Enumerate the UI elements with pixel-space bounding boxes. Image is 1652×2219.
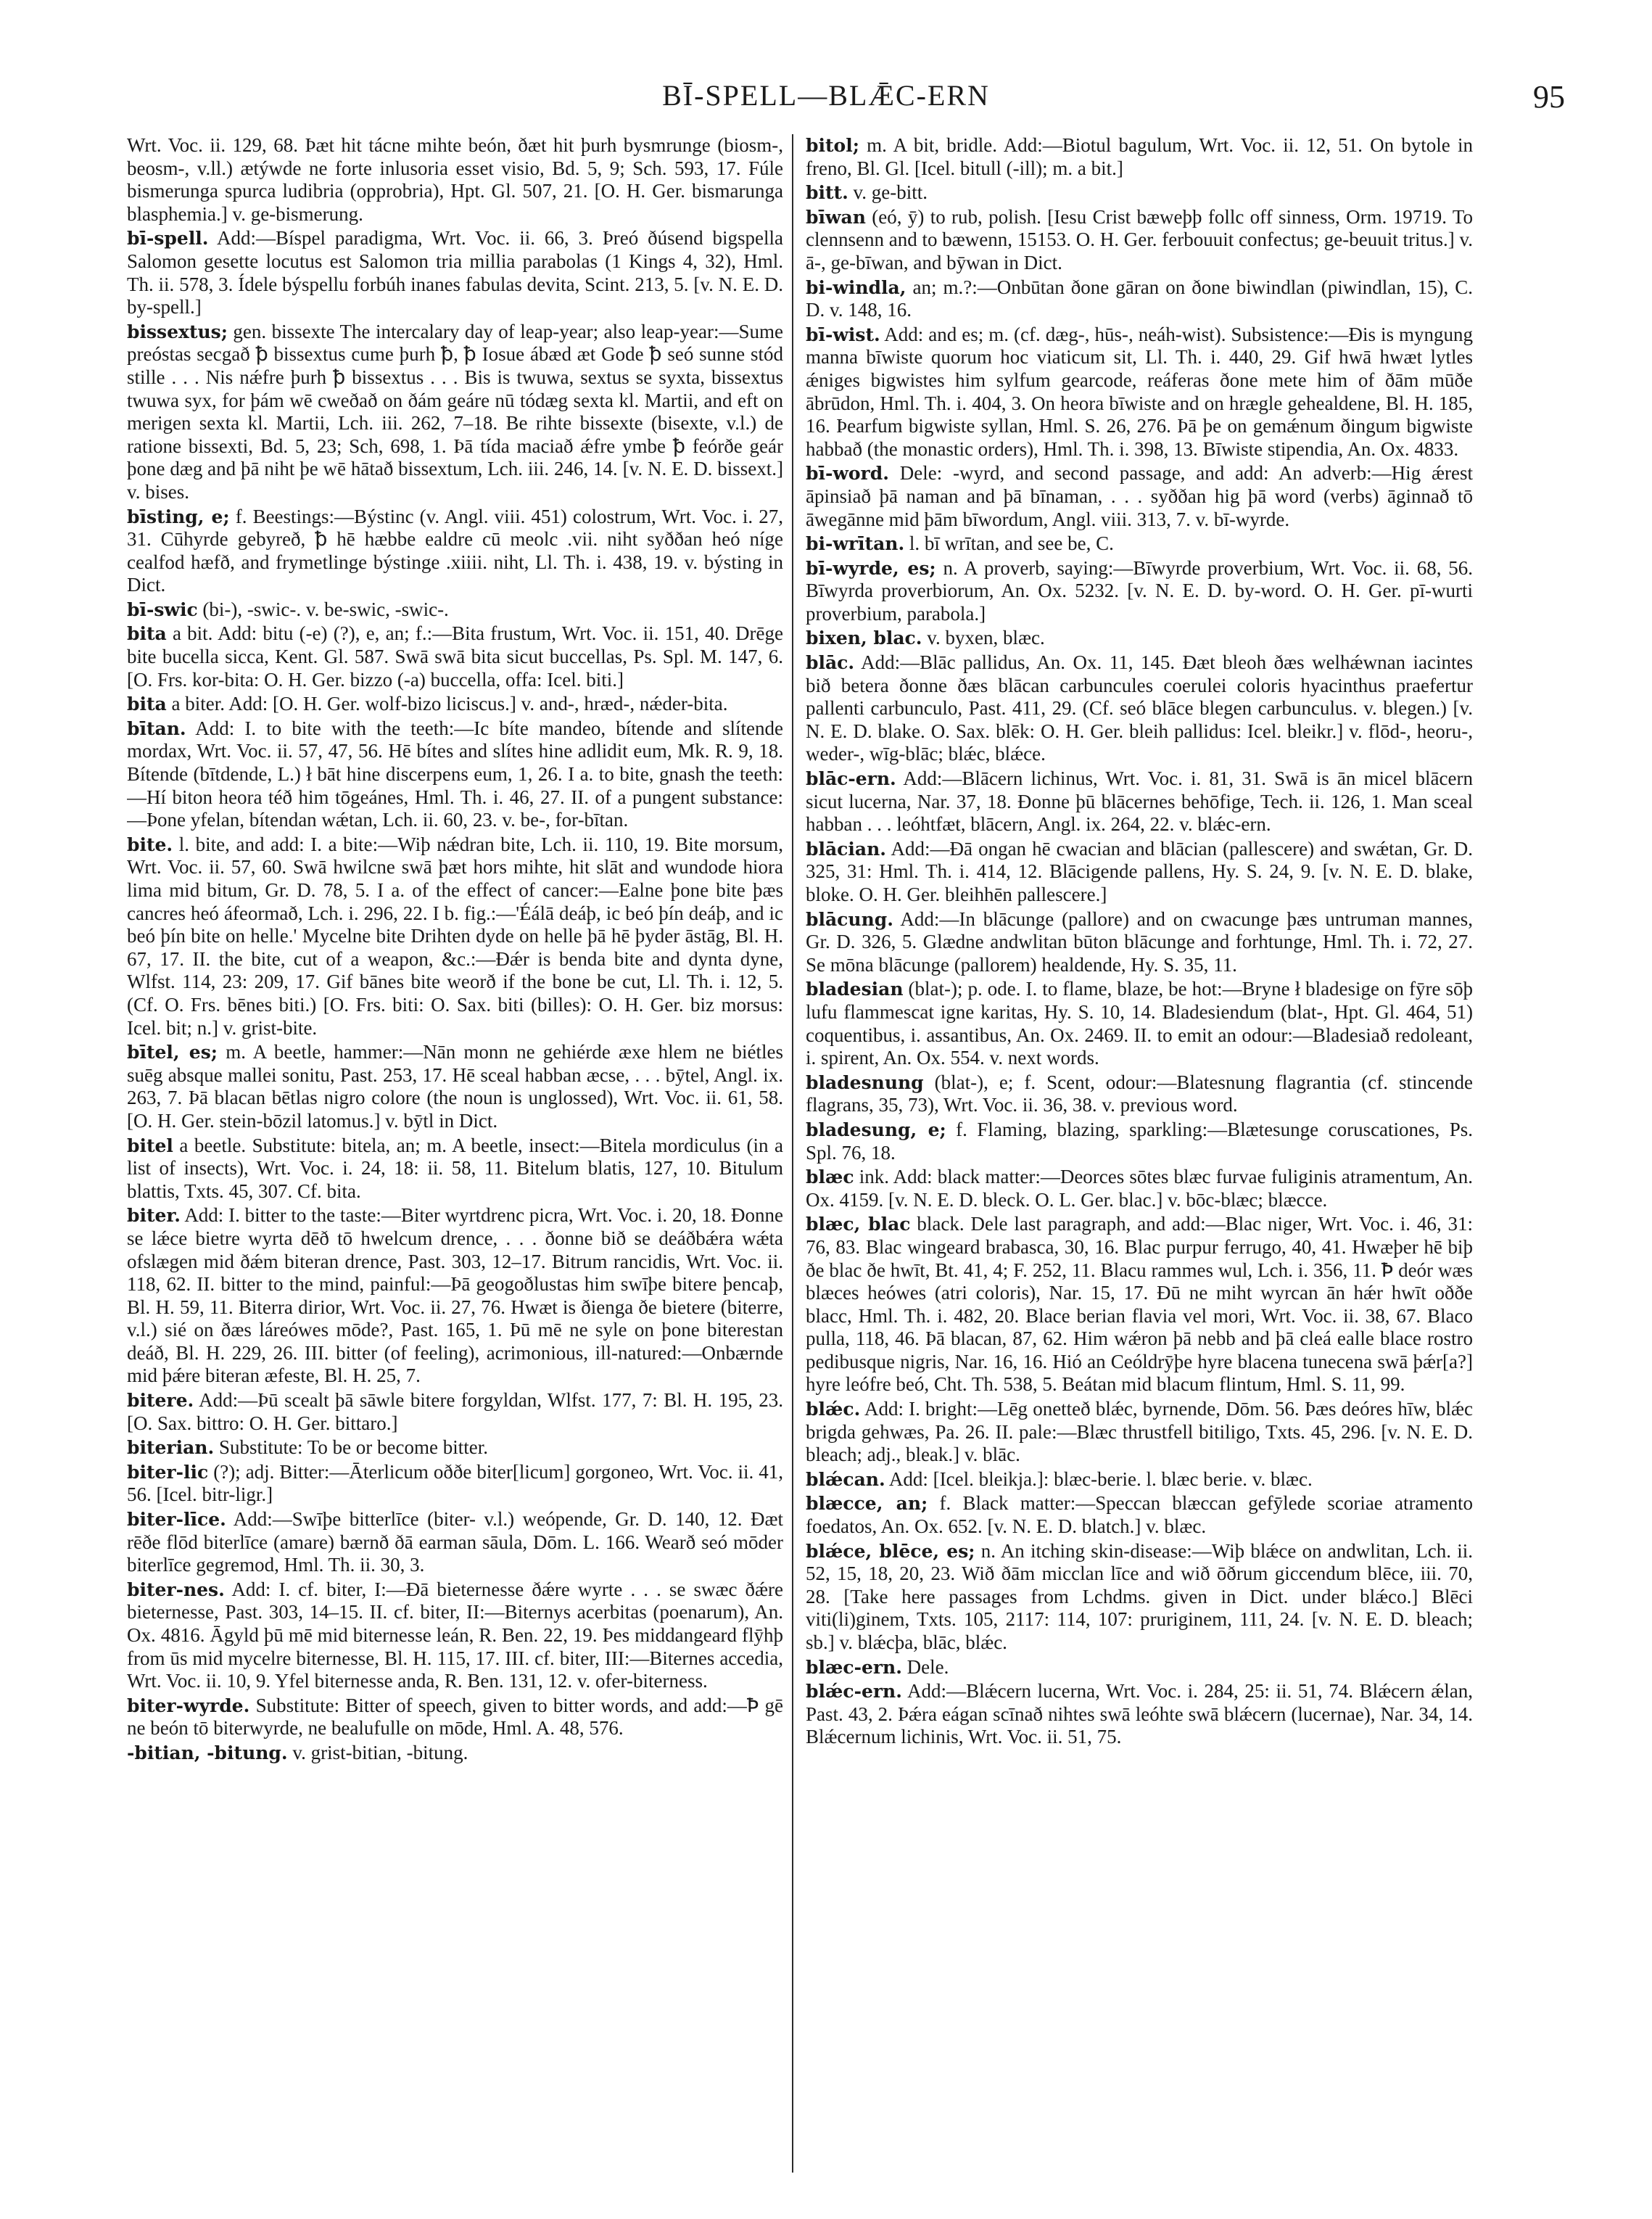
dictionary-entry [806, 838, 1473, 907]
entry-text: n. An itching skin-disease:—Wiþ blǽce on andwlitan, Lch. ii. 52, 15, 18, 20, 23. Wið ðām micclan līce and wið ōðrum giccendum blēce, iii. 70, 28. [Take here passages from Lchdms. given in Dict. under blǽco.] Blēci viti(li)ginem, Txts. 105, 2117: 114, 107: pruriginem, 111, 24. [v. N. E. D. bleach; sb.] v. blǽcþa, blāc, blǽc. [806, 1539, 1473, 1653]
dictionary-entry [806, 1071, 1473, 1117]
left-column [127, 134, 783, 2180]
entry-headword: bīwan [806, 206, 866, 228]
entry-text: v. grist-bitian, -bitung. [292, 1741, 468, 1763]
entry-text: Add:—In blācunge (pallore) and on cwacunge þæs untruman mannes, Gr. D. 326, 5. Glædne andwlitan būton blācunge and forhtunge, Hml. Th. i. 72, 27. Se mōna blācunge (pallorem) healdende, Hy. S. 35, 11. [806, 907, 1473, 976]
entry-headword: -bitian, -bitung. [127, 1742, 288, 1763]
entry-headword: bī-word. [806, 463, 889, 485]
dictionary-entry [806, 462, 1473, 531]
entry-text: (bi-), -swic-. v. be-swic, -swic-. [202, 598, 449, 620]
entry-headword: bladesian [806, 979, 904, 1000]
entry-headword: blǽcan. [806, 1468, 885, 1490]
entry-text: Add:—Swīþe bitterlīce (biter- v.l.) weópende, Gr. D. 140, 12. Ðæt rēðe flōd biterlīce (amare) bærnð ðā earman sāula, Dōm. L. 166. Wearð seó mōder biterlīce gegremod, Hml. Th. ii. 30, 3. [127, 1508, 783, 1576]
dictionary-entry [806, 1166, 1473, 1211]
entry-headword: blǽc-ern. [806, 1681, 902, 1703]
dictionary-entry [806, 1540, 1473, 1655]
entry-text: (?); adj. Bitter:—Āterlicum oððe biter[licum] gorgoneo, Wrt. Voc. ii. 41, 56. [Icel. bitr-ligr.] [127, 1460, 783, 1506]
entry-text: Wrt. Voc. ii. 129, 68. Þæt hit tácne mihte beón, ðæt hit þurh bysmrunge (biosm-, beosm-, v.ll.) ætýwde ne forte inlusoria esset visio, Bd. 5, 9; Sch. 593, 17. Fúle bismerunga spurca ludibria (opprobria), Hpt. Gl. 507, 21. [O. H. Ger. bismarunga blasphemia.] v. ge-bismerung. [127, 134, 783, 225]
entry-text: Dele. [906, 1655, 949, 1678]
entry-text: Add:—Blācern lichinus, Wrt. Voc. i. 81, 31. Swā is ān micel blācern sicut lucerna, Nar. 37, 18. Ðonne þū blācernes behōfige, Tech. ii. 126, 1. Man sceal habban . . . leóhtfæt, blācern, Angl. ix. 264, 22. v. blǽc-ern. [806, 767, 1473, 836]
entry-headword: blāc-ern. [806, 768, 896, 790]
dictionary-entry [806, 978, 1473, 1069]
entry-text: l. bite, and add: I. a bite:—Wiþ nǽdran bite, Lch. ii. 110, 19. Bite morsum, Wrt. Voc. ii. 57, 60. Swā hwilcne swā þæt hors mihte, hit slāt and wundode hiora lima mid bitum, Gr. D. 78, 5. I a. of the effect of cancer:—Ealne þone bite þæs cancres heó áfeormað, Lch. i. 296, 22. I b. fig.:—'Éálā deáþ, ic beó þín deáþ, and ic beó þín bite on helle.' Mycelne bite Drihten dyde on helle þā hē þyder āstāg, Bl. H. 67, 17. II. the bite, cut of a weapon, &c.:—Ðǽr is benda bite and dynta dyne, Wlfst. 114, 23: 209, 17. Gif bānes bite weorð if the bone be cut, Ll. Th. i. 12, 5. (Cf. O. Frs. bēnes biti.) [O. Frs. biti: O. Sax. biti (billes): O. H. Ger. biz morsus: Icel. bit; n.] v. grist-bite. [127, 833, 783, 1039]
entry-headword: bīsting, e; [127, 506, 230, 527]
entry-text: a beetle. Substitute: bitela, an; m. A beetle, insect:—Bitela mordiculus (in a list of insects), Wrt. Voc. i. 24, 18: ii. 58, 11. Bitelum blatis, 127, 10. Bitulum blattis, Txts. 45, 307. Cf. bita. [127, 1134, 783, 1202]
entry-headword: bladesung, e; [806, 1119, 946, 1140]
column-divider [792, 134, 793, 2173]
entry-headword: blācung. [806, 908, 893, 930]
entry-headword: biter. [127, 1205, 181, 1227]
entry-text: (blat-); p. ode. I. to flame, blaze, be hot:—Bryne ł bladesige on fȳre sōþ lufu flammescat igne karitas, Hy. S. 10, 14. Bladesiendum (blat-, Hpt. Gl. 464, 51) coquentibus, i. assantibus, An. Ox. 2469. II. to emit an odour:—Bladesiað redoleant, i. spirent, An. Ox. 554. v. next words. [806, 978, 1473, 1069]
dictionary-entry [127, 1389, 783, 1435]
entry-text: Add: [Icel. bleikja.]: blæc-berie. l. blæc berie. v. blæc. [888, 1467, 1313, 1490]
page-number: 95 [1533, 79, 1565, 115]
entry-text: f. Black matter:—Speccan blæccan gefȳlede scoriae atramento foedatos, An. Ox. 652. [v. N. E. D. blatch.] v. blæc. [806, 1492, 1473, 1538]
dictionary-entry [127, 1041, 783, 1132]
entry-text: Substitute: To be or become bitter. [218, 1436, 488, 1459]
dictionary-entry [127, 1508, 783, 1577]
entry-headword: bī-wyrde, es; [806, 557, 936, 579]
entry-headword: bladesnung [806, 1071, 924, 1093]
dictionary-entry [806, 1680, 1473, 1749]
entry-text: a bit. Add: bitu (-e) (?), e, an; f.:—Bita frustum, Wrt. Voc. ii. 151, 40. Drēge bite bucella sicca, Kent. Gl. 587. Swā swā bita sicut buccellas, Ps. Spl. M. 147, 6. [O. Frs. kor-bita: O. H. Ger. bizzo (-a) buccella, offa: Icel. biti.] [127, 622, 783, 691]
dictionary-entry [806, 1213, 1473, 1396]
dictionary-entry [806, 1398, 1473, 1467]
entry-headword: blācian. [806, 838, 886, 860]
dictionary-entry [806, 1492, 1473, 1538]
entry-text: ink. Add: black matter:—Deorces sōtes blæc furvae fuliginis atramentum, An. Ox. 4159. [v. N. E. D. bleck. O. L. Ger. blac.] v. bōc-blæc; blæcce. [806, 1166, 1473, 1211]
dictionary-entry [127, 622, 783, 691]
entry-text: Add:—Ðā ongan hē cwacian and blācian (pallescere) and swǽtan, Gr. D. 325, 31: Hml. Th. i. 414, 12. Blācigende pallens, Hy. S. 24, 9. [v. N. E. D. blake, bloke. O. H. Ger. bleihhēn pallescere.] [806, 837, 1473, 905]
entry-headword: blæcce, an; [806, 1493, 928, 1515]
entry-text: n. A proverb, saying:—Bīwyrde proverbium, Wrt. Voc. ii. 68, 56. Bīwyrda proverbiorum, An. Ox. 5232. [v. N. E. D. by-word. O. H. Ger. pī-wurti proverbium, parabola.] [806, 556, 1473, 625]
entry-headword: bissextus; [127, 321, 228, 342]
dictionary-entry [806, 324, 1473, 461]
dictionary-entry [127, 227, 783, 318]
dictionary-entry [806, 557, 1473, 626]
entry-text: Add:—Þū scealt þā sāwle bitere forgyldan, Wlfst. 177, 7: Bl. H. 195, 23. [O. Sax. bittro: O. H. Ger. bittaro.] [127, 1389, 783, 1434]
entry-text: v. ge-bitt. [853, 181, 928, 204]
dictionary-entry [806, 134, 1473, 180]
dictionary-entry [127, 1204, 783, 1388]
dictionary-entry [806, 181, 1473, 205]
dictionary-entry [806, 206, 1473, 275]
dictionary-entry [127, 833, 783, 1039]
dictionary-entry [127, 693, 783, 716]
entry-headword: biterian. [127, 1437, 215, 1459]
dictionary-entry [127, 1436, 783, 1460]
entry-text: m. A beetle, hammer:—Nān monn ne gehiérde æxe hlem ne biétles suēg absque mallei sonitu, Past. 253, 17. Hē sceal habban æcse, . . . bȳtel, Angl. ix. 263, 7. Þā blacan bētlas nigro colore (the noun is unglossed), Wrt. Voc. ii. 61, 58. [O. H. Ger. stein-bōzil latomus.] v. bȳtl in Dict. [127, 1041, 783, 1132]
entry-text: f. Beestings:—Býstinc (v. Angl. viii. 451) colostrum, Wrt. Voc. i. 27, 31. Cūhyrde gebyreð, ꝥ hē hæbbe ealdre cū meolc .vii. niht syððan heó níge cealfod hæfð, and frymetlinge býstinge .xiiii. niht, Ll. Th. i. 438, 19. v. býsting in Dict. [127, 505, 783, 596]
entry-headword: bita [127, 693, 167, 715]
entry-text: v. byxen, blæc. [927, 627, 1045, 649]
entry-text: (blat-), e; f. Scent, odour:—Blatesnung flagrantia (cf. stincende flagrans, 35, 73), Wrt. Voc. ii. 36, 38. v. previous word. [806, 1071, 1473, 1116]
running-head: BĪ-SPELL—BLǢC-ERN [662, 79, 990, 112]
entry-text: Add:—Bíspel paradigma, Wrt. Voc. ii. 66, 3. Þreó ðúsend bigspella Salomon gesette locutus est Salomon tria millia parabolas (1 Kings 4, 32), Hml. Th. ii. 578, 3. Ídele býspellu forbúh inanes fabulas devita, Scint. 213, 5. [v. N. E. D. by-spell.] [127, 227, 783, 318]
entry-text: Dele: -wyrd, and second passage, and add: An adverb:—Hig ǽrest āpinsiað þā naman and þā bīnaman, . . . syððan hig þā word (verbs) āginnað tō āwegānne mid þām bīwordum, Angl. viii. 313, 7. v. bī-wyrde. [806, 462, 1473, 530]
entry-text: gen. bissexte The intercalary day of leap-year; also leap-year:—Sume preóstas secgað ꝥ bissextus cume þurh ꝥ, ꝥ Iosue ábæd æt Gode ꝥ seó sunne stód stille . . . Nis nǽfre þurh ꝥ bissextus . . . Bis is twuwa, sextus se syxta, bissextus twuwa syx, for þám wē cweðað on ðám geáre nū tódæg sexta kl. Martii, and eft on merigen sexta kl. Martii, Lch. iii. 262, 7–18. Be rihte bissexte (bisexte, v.l.) de ratione bissexti, Bd. 5, 23; Sch, 698, 1. Þā tída maciað ǽfre ymbe ꝥ feórðe geár þone dæg and þā niht þe wē hātað bissextum, Lch. iii. 246, 14. [v. N. E. D. bissext.] v. bises. [127, 320, 783, 503]
entry-text: Add: I. bitter to the taste:—Biter wyrtdrenc picra, Wrt. Voc. i. 20, 18. Ðonne se lǽce bietre wyrta dēð tō hwelcum drence, . . . ðonne bið se deáðbǽra wǽta ofslægen mid ðǽm biteran drence, Past. 303, 12–17. Bitrum rancidis, Wrt. Voc. ii. 118, 62. II. bitter to the mind, painful:—Þā geogoðlustas him swīþe bitere þencaþ, Bl. H. 59, 11. Biterra dirior, Wrt. Voc. ii. 27, 76. Hwæt is ðienga ðe bietere (biterre, v.l.) sié on ðæs láreówes mōde?, Past. 165, 1. Þū mē ne syle on þone biterestan deáð, Bl. H. 229, 26. III. bitter (of feeling), acrimonious, ill-natured:—Onbærnde mid þǽre biteran æfeste, Bl. H. 25, 7. [127, 1204, 783, 1387]
entry-headword: blǽc. [806, 1399, 861, 1420]
dictionary-entry [806, 1656, 1473, 1679]
entry-text: Add: I. bright:—Lēg onetteð blǽc, byrnende, Dōm. 56. Þæs deóres hīw, blǽc brigda gehwæs, Pa. 26. II. pale:—Blæc thrustfell bitiligo, Txts. 45, 296. [v. N. E. D. bleach; adj., bleak.] v. blāc. [806, 1398, 1473, 1466]
dictionary-entry [806, 276, 1473, 322]
dictionary-entry [127, 1135, 783, 1203]
dictionary-entry [806, 908, 1473, 977]
entry-headword: blāc. [806, 652, 855, 674]
dictionary-entry [127, 1461, 783, 1507]
dictionary-entry [806, 1119, 1473, 1164]
dictionary-entry [806, 651, 1473, 766]
entry-text: a biter. Add: [O. H. Ger. wolf-bizo liciscus.] v. and-, hræd-, nǽder-bita. [171, 693, 728, 715]
entry-text: Add:—Blǽcern lucerna, Wrt. Voc. i. 284, 25: ii. 51, 74. Blǽcern ǽlan, Past. 43, 2. Þǽra eágan scīnað nihtes swā leóhte swā blǽcern (lucernae), Nar. 34, 14. Blǽcernum lichinis, Wrt. Voc. ii. 51, 75. [806, 1680, 1473, 1748]
entry-text: l. bī wrītan, and see be, C. [909, 532, 1114, 555]
dictionary-entry [806, 627, 1473, 650]
entry-text: black. Dele last paragraph, and add:—Blac niger, Wrt. Voc. i. 46, 31: 76, 83. Blac wingeard brabasca, 30, 16. Blac purpur ferrugo, 40, 41. Hwæþer hē biþ ðe blac ðe hwīt, Bt. 41, 4; F. 252, 11. Blacu rammes wul, Lch. i. 356, 11. Ꝥ deór wæs blæces heówes (atri coloris), Nar. 15, 17. Ðū ne miht wyrcan ān hǽr hwīt oððe blacc, Hml. Th. i. 482, 20. Blace berian flavia vel mori, Wrt. Voc. ii. 38, 67. Blaco pulla, 118, 46. Þā blacan, 87, 62. Him wǽron þā nebb and þā cleá ealle blace rostro pedibusque nigris, Nar. 16, 16. Hió an Ceóldrȳþe hyre blacena tunecena swā þǽr[a?] hyre leófre beó, Cht. Th. 538, 5. Beátan mid blacum flintum, Hml. S. 11, 99. [806, 1213, 1473, 1396]
entry-headword: biter-nes. [127, 1578, 225, 1600]
entry-headword: bitel [127, 1135, 173, 1156]
dictionary-entry [127, 598, 783, 622]
entry-text: Add: I. cf. biter, I:—Ðā bieternesse ðǽre wyrte . . . se swæc ðǽre bieternesse, Past. 303, 14–15. II. cf. biter, II:—Biternys acerbitas (poenarum), An. Ox. 4816. Āgyld þū mē mid biternesse leán, R. Ben. 22, 19. Þes middangeard flȳhþ from ūs mid mycelre biternesse, Bl. H. 115, 17. III. cf. biter, III:—Biternes accedia, Wrt. Voc. ii. 10, 9. Yfel biternesse anda, R. Ben. 131, 12. v. ofer-biterness. [127, 1578, 783, 1692]
entry-text: Add:—Blāc pallidus, An. Ox. 11, 145. Ðæt bleoh ðæs welhǽwnan iacintes bið betera ðonne ðæs blācan carbuncules coerulei coloris hyacinthus praefertur pallenti carbunculo, Past. 411, 29. (Cf. seó blāce blegen carbunculus. v. blegen.) [v. N. E. D. blake. O. Sax. blēk: O. H. Ger. bleih pallidus: Icel. bleikr.] v. flōd-, heoru-, weder-, wīg-blāc; blǽc, blǽce. [806, 651, 1473, 765]
entry-headword: biter-līce. [127, 1509, 226, 1531]
dictionary-entry [127, 321, 783, 504]
entry-headword: bita [127, 623, 167, 645]
dictionary-entry [127, 1578, 783, 1693]
entry-headword: bite. [127, 833, 173, 855]
entry-headword: bi-windla, [806, 276, 906, 298]
dictionary-entry [806, 532, 1473, 556]
entry-headword: bītel, es; [127, 1042, 218, 1063]
entry-headword: biter-wyrde. [127, 1695, 250, 1716]
entry-headword: blæc [806, 1166, 854, 1188]
entry-headword: bitere. [127, 1390, 194, 1412]
entry-text: an; m.?:—Onbūtan ðone gāran on ðone biwindlan (piwindlan, 15), C. D. v. 148, 16. [806, 276, 1473, 321]
dictionary-entry [127, 134, 783, 226]
entry-text: m. A bit, bridle. Add:—Biotul bagulum, Wrt. Voc. ii. 12, 51. On bytole in freno, Bl. Gl. [Icel. bitull (-ill); m. a bit.] [806, 134, 1473, 179]
entry-headword: bītan. [127, 717, 186, 739]
dictionary-entry [127, 717, 783, 832]
dictionary-entry [127, 1695, 783, 1740]
entry-text: Add: I. to bite with the teeth:—Ic bíte mandeo, bítende and slítende mordax, Wrt. Voc. ii. 57, 47, 56. Hē bítes and slítes hine adlidit eum, Mk. R. 9, 18. Bítende (bītdende, L.) ł bāt hine discerpens eum, 1, 26. I a. to bite, gnash the teeth:—Hí biton heora téð him tōgeánes, Hml. Th. i. 46, 27. II. of a pungent substance:—Þone yfelan, bítendan wǽtan, Lch. ii. 60, 23. v. be-, for-bītan. [127, 717, 783, 831]
entry-headword: bitt. [806, 182, 848, 204]
entry-headword: biter-lic [127, 1461, 209, 1483]
dictionary-entry [806, 767, 1473, 836]
entry-text: f. Flaming, blazing, sparkling:—Blætesunge coruscationes, Ps. Spl. 76, 18. [806, 1118, 1473, 1164]
right-column [806, 134, 1473, 2180]
dictionary-entry [806, 1468, 1473, 1491]
entry-text: Substitute: Bitter of speech, given to bitter words, and add:—Ꝥ gē ne beón tō biterwyrde, ne bealufulle on mōde, Hml. A. 48, 576. [127, 1694, 783, 1740]
entry-headword: blæc, blac [806, 1214, 911, 1235]
entry-headword: bixen, blac. [806, 627, 922, 649]
entry-headword: bī-spell. [127, 228, 209, 250]
entry-headword: blǽce, blēce, es; [806, 1540, 975, 1562]
entry-text: Add: and es; m. (cf. dæg-, hūs-, neáh-wist). Subsistence:—Ðis is myngung manna bīwiste quorum hoc viaticum sit, Ll. Th. i. 440, 29. Gif hwā hwæt lytles ǽniges bigwistes him sylfum gearcode, reáferas ðone mete him of ðām mūðe ābrūdon, Hml. Th. i. 404, 3. On heora bīwiste and on hrægle gehealdene, Bl. H. 185, 16. Þearfum bigwiste syllan, Hml. S. 26, 276. Þā þe on gemǽnum ðingum bigwiste habbað (the monastic orders), Hml. Th. i. 398, 13. Bīwiste stipendia, An. Ox. 4833. [806, 323, 1473, 460]
dictionary-entry [127, 1742, 783, 1765]
entry-headword: blæc-ern. [806, 1656, 902, 1678]
dictionary-entry [127, 506, 783, 597]
entry-headword: bī-swic [127, 598, 198, 620]
entry-headword: bitol; [806, 135, 859, 156]
entry-text: (eó, ȳ) to rub, polish. [Iesu Crist bæweþþ follc off sinness, Orm. 19719. To clennsenn and to bæwenn, 15153. O. H. Ger. ferbouuit confectus; ge-beuuit tritus.] v. ā-, ge-bīwan, and bȳwan in Dict. [806, 205, 1473, 273]
entry-headword: bī-wist. [806, 324, 880, 345]
entry-headword: bi-wrītan. [806, 533, 905, 555]
